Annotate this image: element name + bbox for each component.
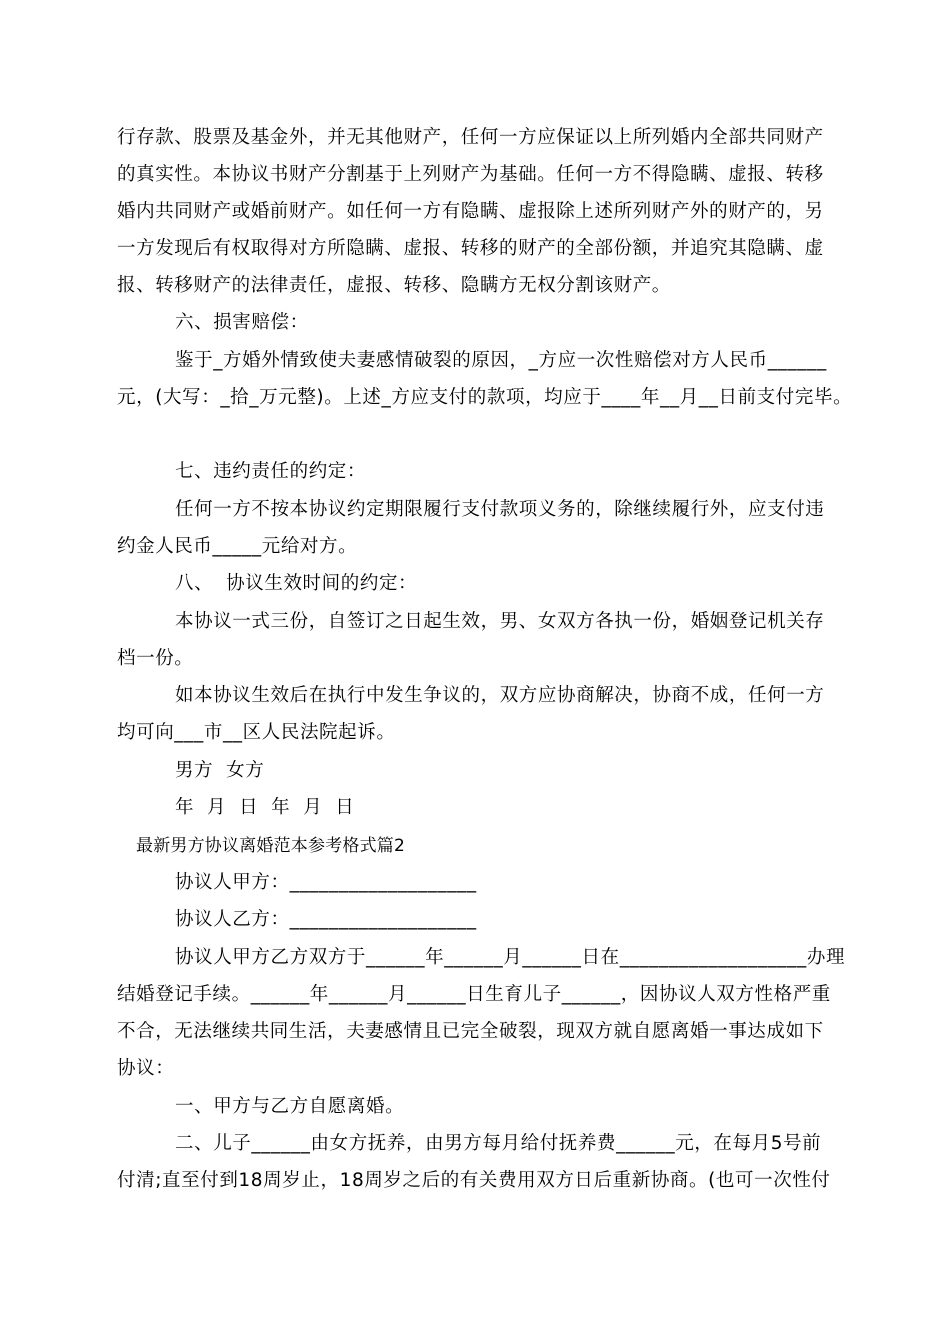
section-heading: 八、 协议生效时间的约定： xyxy=(175,573,418,594)
party-b-field: 协议人乙方：___________________ xyxy=(175,909,477,930)
paragraph-line: 报、转移财产的法律责任，虚报、转移、隐瞒方无权分割该财产。 xyxy=(117,275,671,296)
paragraph-line: 元，(大写：_拾_万元整)。上述_方应支付的款项，均应于____年__月__日前支付完毕。 xyxy=(117,387,853,408)
paragraph-line: 结婚登记手续。______年______月______日生育儿子______，因协议人双方性格严重 xyxy=(117,984,831,1005)
section-heading: 一、甲方与乙方自愿离婚。 xyxy=(175,1096,405,1117)
paragraph-line: 婚内共同财产或婚前财产。如任何一方有隐瞒、虚报除上述所列财产外的财产的，另 xyxy=(117,201,824,222)
paragraph-line: 协议： xyxy=(117,1058,175,1079)
section-heading: 六、损害赔偿： xyxy=(175,312,309,333)
paragraph-line: 任何一方不按本协议约定期限履行支付款项义务的，除继续履行外，应支付违 xyxy=(175,499,825,520)
signature-parties: 男方 女方 xyxy=(175,760,265,781)
paragraph-line: 约金人民币_____元给对方。 xyxy=(117,536,358,557)
article-title: 最新男方协议离婚范本参考格式篇2 xyxy=(136,836,406,856)
paragraph-line: 如本协议生效后在执行中发生争议的，双方应协商解决，协商不成，任何一方 xyxy=(175,685,825,706)
paragraph-line: 的真实性。本协议书财产分割基于上列财产为基础。任何一方不得隐瞒、虚报、转移 xyxy=(117,164,824,185)
paragraph-line: 本协议一式三份，自签订之日起生效，男、女双方各执一份，婚姻登记机关存 xyxy=(175,611,825,632)
paragraph-line: 一方发现后有权取得对方所隐瞒、虚报、转移的财产的全部份额，并追究其隐瞒、虚 xyxy=(117,238,824,259)
signature-dates: 年 月 日 年 月 日 xyxy=(175,797,355,818)
paragraph-line: 档一份。 xyxy=(117,648,194,669)
paragraph-line: 不合，无法继续共同生活，夫妻感情且已完全破裂，现双方就自愿离婚一事达成如下 xyxy=(117,1021,824,1042)
paragraph-line: 二、儿子______由女方抚养，由男方每月给付抚养费______元，在每月5号前 xyxy=(175,1133,822,1154)
paragraph-line: 协议人甲方乙方双方于______年______月______日在___________________办理 xyxy=(175,947,846,968)
paragraph-line: 鉴于_方婚外情致使夫妻感情破裂的原因，_方应一次性赔偿对方人民币______ xyxy=(175,350,827,371)
section-heading: 七、违约责任的约定： xyxy=(175,461,367,482)
paragraph-line: 行存款、股票及基金外，并无其他财产，任何一方应保证以上所列婚内全部共同财产 xyxy=(117,127,824,148)
paragraph-line: 付清;直至付到18周岁止，18周岁之后的有关费用双方日后重新协商。(也可一次性付 xyxy=(117,1170,831,1191)
paragraph-line: 均可向___市__区人民法院起诉。 xyxy=(117,722,396,743)
party-a-field: 协议人甲方：___________________ xyxy=(175,872,477,893)
